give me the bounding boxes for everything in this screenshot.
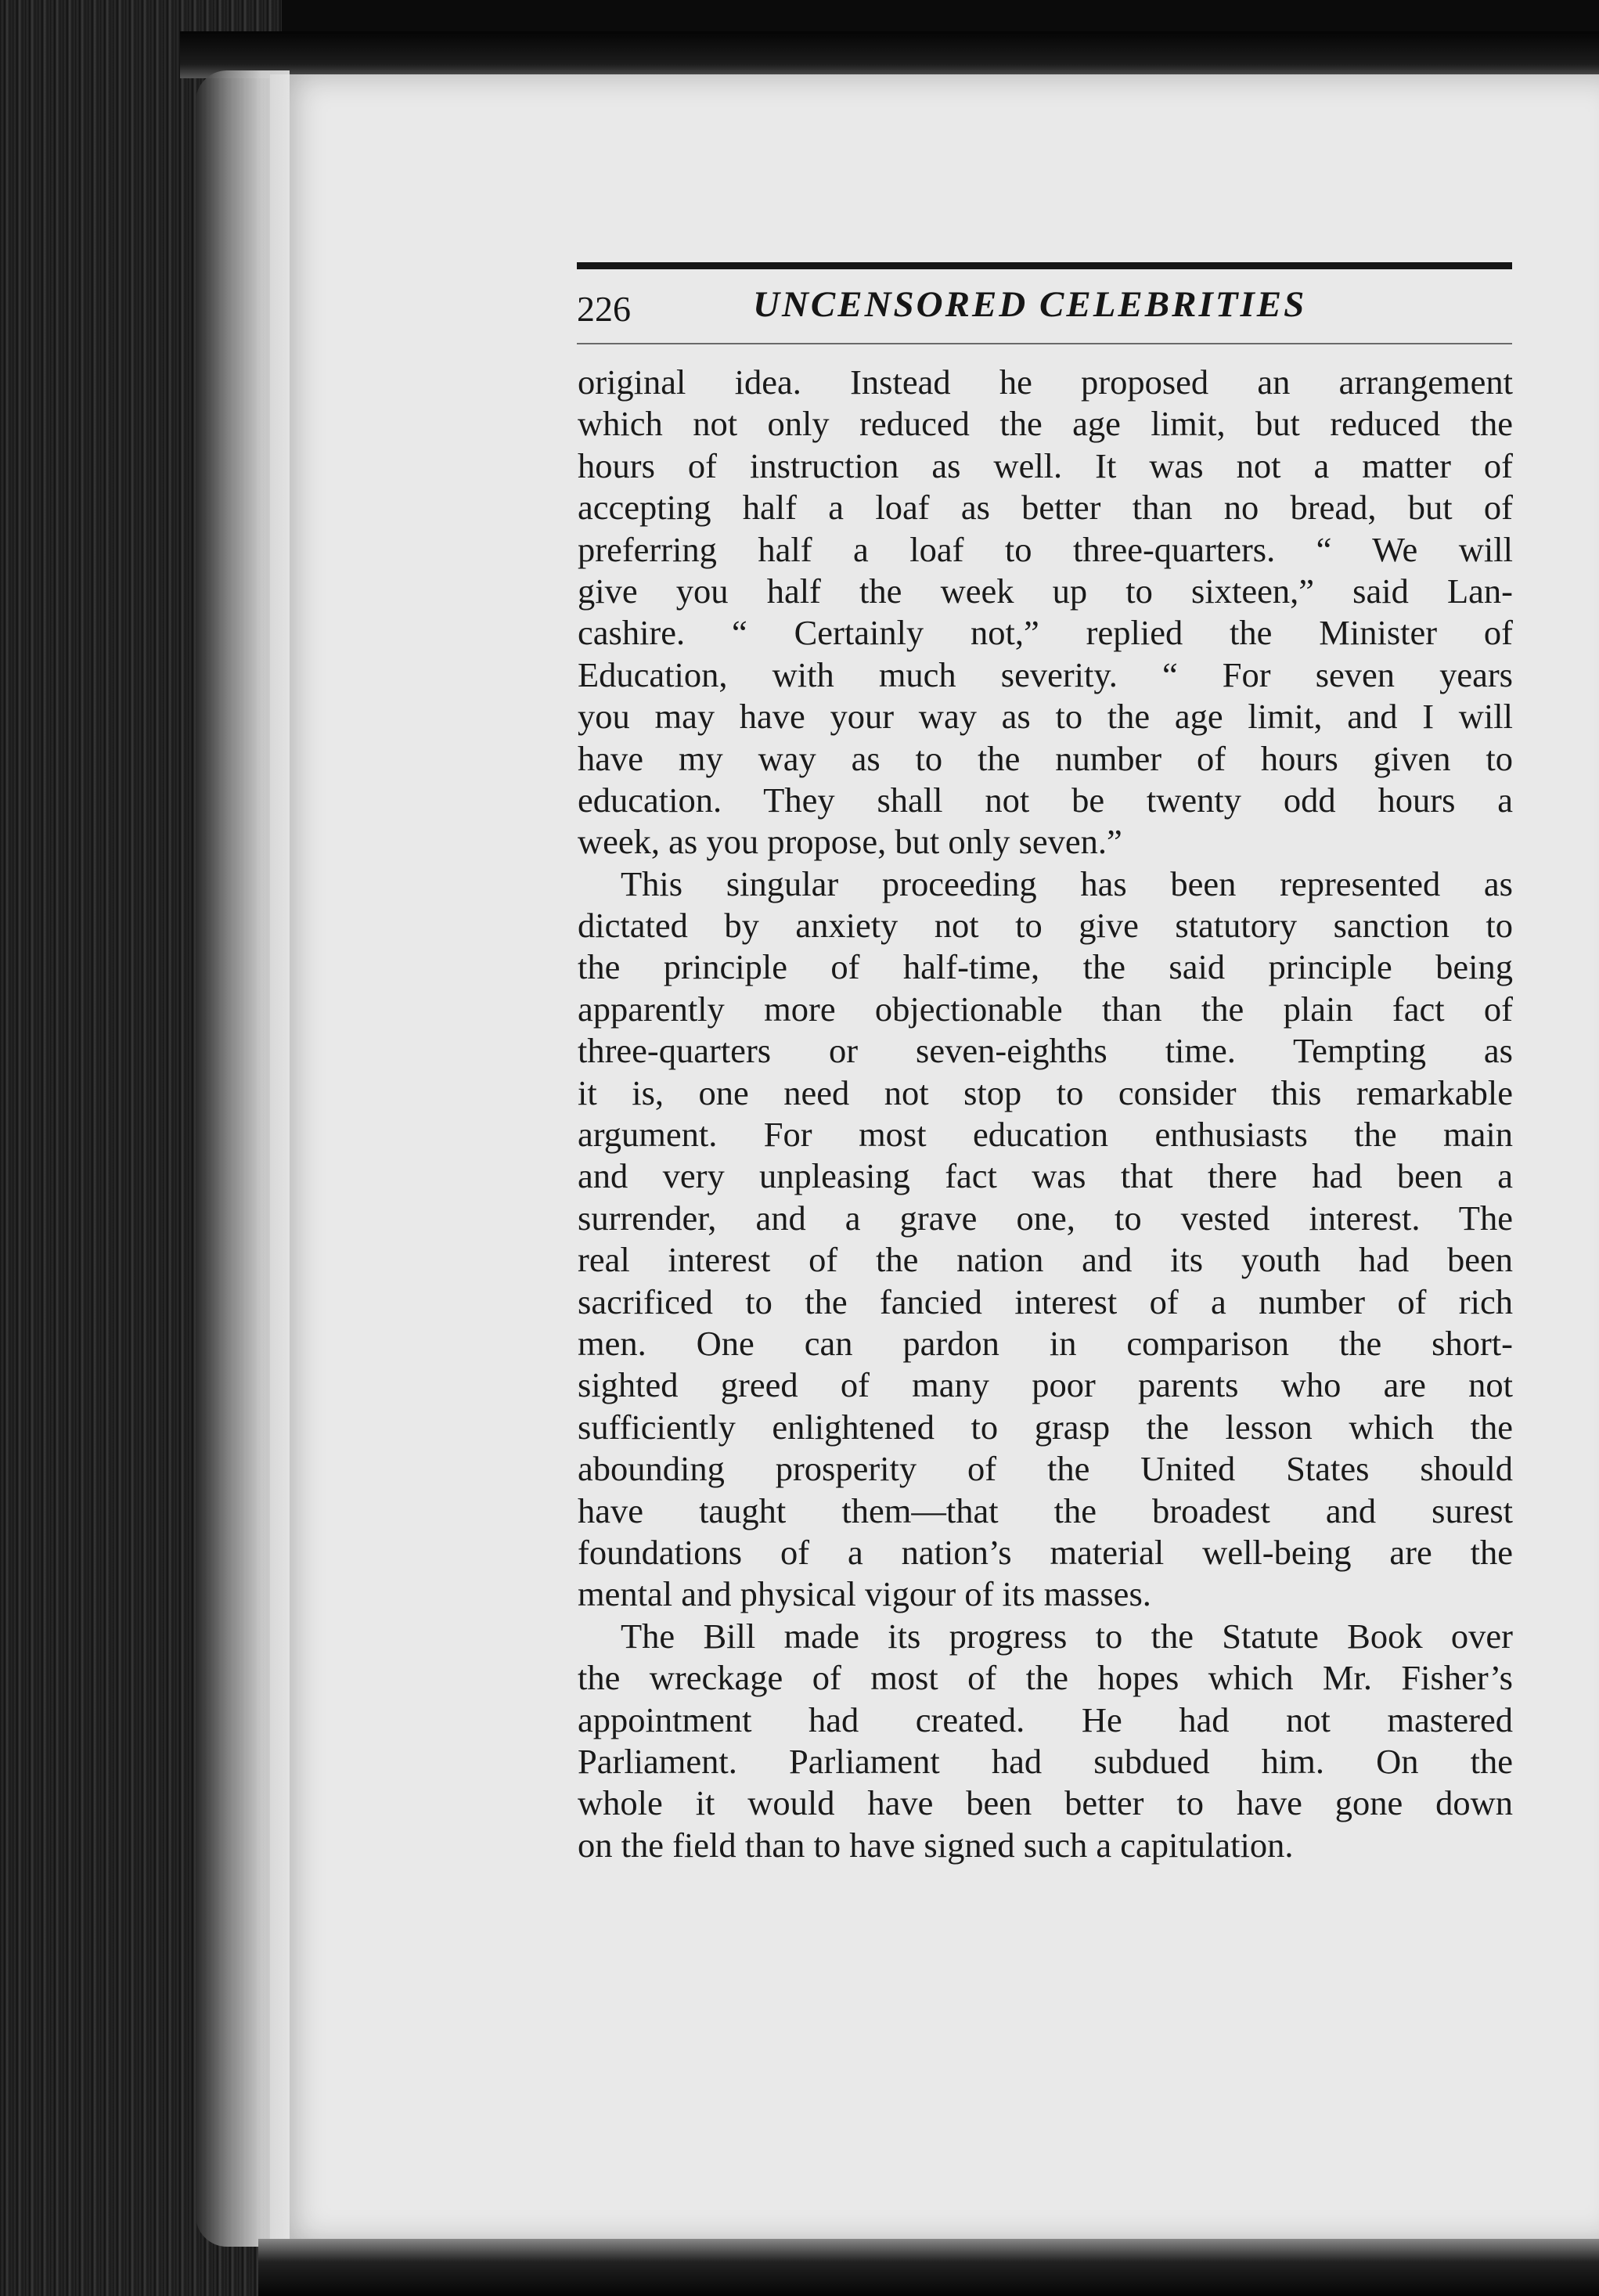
header-rule — [577, 262, 1512, 269]
text-line: argument. For most education enthusiasts the main — [578, 1115, 1513, 1155]
text-line: sufficiently enlightened to grasp the lesson which the — [578, 1407, 1513, 1447]
text-line: on the field than to have signed such a capitulation. — [578, 1825, 1294, 1865]
text-line: sighted greed of many poor parents who are not — [578, 1365, 1513, 1405]
text-line: have my way as to the number of hours given to — [578, 738, 1513, 778]
text-line: hours of instruction as well. It was not a matter of — [578, 445, 1513, 485]
top-shadow — [180, 31, 1599, 78]
text-line: mental and physical vigour of its masses. — [578, 1574, 1151, 1614]
text-line: you may have your way as to the age limit, and I will — [578, 697, 1513, 737]
text-line: The Bill made its progress to the Statute Book over — [621, 1616, 1513, 1656]
text-line: original idea. Instead he proposed an arrangement — [578, 362, 1513, 402]
text-line: real interest of the nation and its youth had been — [578, 1240, 1513, 1280]
text-line: men. One can pardon in comparison the short- — [578, 1323, 1513, 1363]
page-header — [577, 283, 1512, 332]
text-line: appointment had created. He had not mastered — [578, 1699, 1513, 1739]
paragraph-3 — [578, 1616, 1513, 1866]
text-line: Education, with much severity. “ For seven years — [578, 654, 1513, 694]
text-line: whole it would have been better to have gone down — [578, 1783, 1513, 1823]
text-line: sacrificed to the fancied interest of a number of rich — [578, 1281, 1513, 1321]
text-line: three-quarters or seven-eighths time. Tempting as — [578, 1031, 1513, 1071]
page-curl — [196, 70, 290, 2247]
text-line: the wreckage of most of the hopes which Mr. Fisher’s — [578, 1658, 1513, 1698]
text-line: preferring half a loaf to three-quarters. “ We will — [578, 529, 1513, 569]
text-line: week, as you propose, but only seven.” — [578, 822, 1122, 862]
text-line: abounding prosperity of the United States should — [578, 1449, 1513, 1489]
text-line: it is, one need not stop to consider this remarkable — [578, 1072, 1513, 1112]
text-line: the principle of half-time, the said principle being — [578, 947, 1513, 987]
text-line: foundations of a nation’s material well-being are the — [578, 1532, 1513, 1572]
body-text — [578, 362, 1513, 1866]
header-underline — [577, 343, 1512, 344]
paragraph-2 — [578, 863, 1513, 1616]
paragraph-1 — [578, 362, 1513, 863]
text-line: apparently more objectionable than the plain fact of — [578, 989, 1513, 1029]
text-line: which not only reduced the age limit, but reduced the — [578, 404, 1513, 444]
text-line: education. They shall not be twenty odd hours a — [578, 780, 1513, 820]
text-line: accepting half a loaf as better than no bread, but of — [578, 488, 1513, 528]
text-line: and very unpleasing fact was that there had been a — [578, 1156, 1513, 1196]
running-head: UNCENSORED CELEBRITIES — [753, 284, 1307, 325]
page-number: 226 — [577, 289, 631, 329]
text-line: cashire. “ Certainly not,” replied the Minister of — [578, 613, 1513, 653]
bottom-shadow — [258, 2239, 1599, 2296]
text-line: dictated by anxiety not to give statutory sanction to — [578, 906, 1513, 946]
text-line: surrender, and a grave one, to vested interest. The — [578, 1198, 1513, 1238]
text-line: Parliament. Parliament had subdued him. On the — [578, 1741, 1513, 1781]
text-line: This singular proceeding has been represented as — [621, 863, 1513, 903]
text-line: have taught them—that the broadest and surest — [578, 1490, 1513, 1530]
text-line: give you half the week up to sixteen,” said Lan- — [578, 571, 1513, 611]
